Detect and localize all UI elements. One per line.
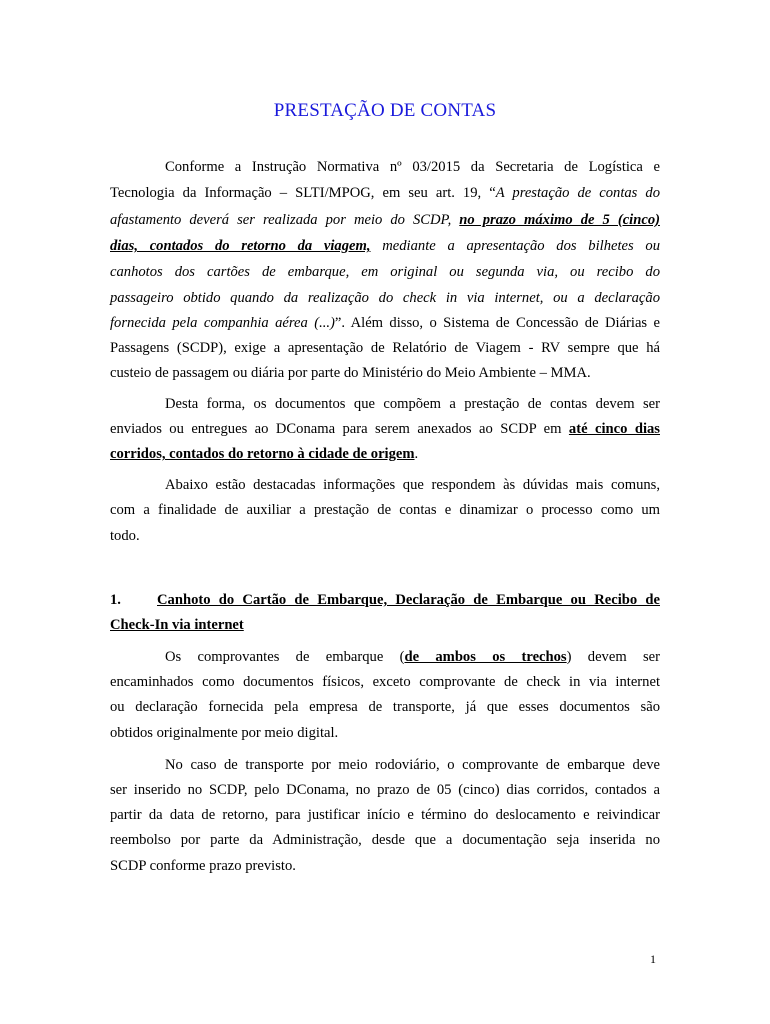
emphasis-deadline: corridos, contados do retorno à cidade de origem: [110, 446, 415, 462]
text: ) devem ser: [566, 649, 661, 665]
paragraph-1-line-2: [110, 183, 660, 203]
emphasis-deadline: no prazo máximo de 5 (cinco): [459, 212, 660, 228]
text: enviados ou entregues ao DConama para serem anexados ao SCDP em: [110, 421, 569, 437]
paragraph-5-line-4: reembolso por parte da Administração, desde que a documentação seja inserida no: [110, 832, 660, 848]
text: ”. Além disso, o Sistema de Concessão de Diárias e: [334, 315, 660, 331]
page-title: PRESTAÇÃO DE CONTAS: [273, 100, 497, 121]
paragraph-4-line-3: ou declaração fornecida pela empresa de transporte, já que esses documentos são: [110, 699, 660, 715]
paragraph-2-line-2: [110, 419, 660, 439]
paragraph-4-line-1: [165, 647, 660, 667]
paragraph-5-line-2: ser inserido no SCDP, pelo DConama, no prazo de 05 (cinco) dias corridos, contados a: [110, 782, 660, 798]
paragraph-3-line-1: Abaixo estão destacadas informações que respondem às dúvidas mais comuns,: [165, 477, 660, 493]
section-heading-line-2: Check-In via internet: [110, 617, 244, 633]
text: Tecnologia da Informação – SLTI/MPOG, em seu art. 19, “: [110, 185, 496, 201]
paragraph-3-line-2: com a finalidade de auxiliar a prestação de contas e dinamizar o processo como um: [110, 502, 660, 518]
section-heading-line-1: Canhoto do Cartão de Embarque, Declaração de Embarque ou Recibo de: [157, 592, 660, 608]
paragraph-1-line-8: Passagens (SCDP), exige a apresentação de Relatório de Viagem - RV sempre que há: [110, 340, 660, 356]
emphasis-deadline: até cinco dias: [568, 421, 660, 437]
text: .: [414, 446, 419, 462]
paragraph-4-line-4: obtidos originalmente por meio digital.: [110, 725, 339, 741]
quote-text: mediante a apresentação dos bilhetes ou: [370, 238, 661, 254]
paragraph-1-line-3: [110, 210, 660, 230]
emphasis-both-legs: de ambos os trechos: [404, 649, 567, 665]
paragraph-1-line-7: [110, 313, 660, 333]
quote-text: A prestação de contas do: [495, 185, 660, 201]
paragraph-2-line-1: Desta forma, os documentos que compõem a prestação de contas devem ser: [165, 396, 660, 412]
paragraph-1-line-5: canhotos dos cartões de embarque, em original ou segunda via, ou recibo do: [110, 264, 660, 280]
paragraph-5-line-5: SCDP conforme prazo previsto.: [110, 858, 296, 874]
paragraph-3-line-3: todo.: [110, 528, 140, 544]
paragraph-1-line-6: passageiro obtido quando da realização do check in via internet, ou a declaração: [110, 290, 660, 306]
paragraph-4-line-2: encaminhados como documentos físicos, exceto comprovante de check in via internet: [110, 674, 660, 690]
text: Os comprovantes de embarque (: [165, 649, 405, 665]
page-number: 1: [650, 952, 656, 966]
paragraph-1-line-4: [110, 236, 660, 256]
paragraph-5-line-1: No caso de transporte por meio rodoviário, o comprovante de embarque deve: [165, 757, 660, 773]
paragraph-1-line-1: Conforme a Instrução Normativa nº 03/2015 da Secretaria de Logística e: [165, 159, 660, 175]
paragraph-2-line-3: [110, 444, 660, 464]
paragraph-5-line-3: partir da data de retorno, para justificar início e término do deslocamento e reivindicar: [110, 807, 660, 823]
section-number: 1.: [110, 592, 121, 608]
emphasis-deadline: dias, contados do retorno da viagem,: [110, 238, 371, 254]
quote-text: fornecida pela companhia aérea (...): [110, 315, 335, 331]
paragraph-1-line-9: custeio de passagem ou diária por parte do Ministério do Meio Ambiente – MMA.: [110, 365, 591, 381]
quote-text: afastamento deverá ser realizada por meio do SCDP,: [110, 212, 460, 228]
